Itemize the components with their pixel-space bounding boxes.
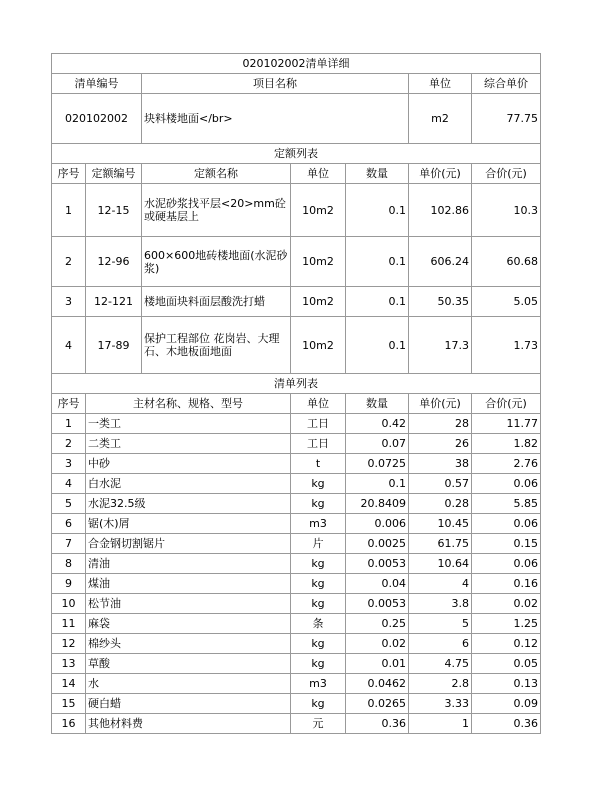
quota-name: 水泥砂浆找平层<20>mm砼或硬基层上 xyxy=(142,184,291,237)
quota-no: 2 xyxy=(52,237,86,287)
quota-code: 12-15 xyxy=(86,184,142,237)
material-name: 白水泥 xyxy=(86,474,291,494)
material-qty: 20.8409 xyxy=(346,494,409,514)
material-no: 12 xyxy=(52,634,86,654)
material-no: 11 xyxy=(52,614,86,634)
material-row xyxy=(52,574,541,594)
material-total: 0.06 xyxy=(472,474,541,494)
material-total: 0.36 xyxy=(472,714,541,734)
quota-header-unit: 单位 xyxy=(291,164,346,184)
material-qty: 0.04 xyxy=(346,574,409,594)
quota-row xyxy=(52,287,541,317)
material-row xyxy=(52,694,541,714)
quota-price: 606.24 xyxy=(409,237,472,287)
material-qty: 0.02 xyxy=(346,634,409,654)
quota-no: 3 xyxy=(52,287,86,317)
material-qty: 0.0025 xyxy=(346,534,409,554)
material-qty: 0.42 xyxy=(346,414,409,434)
material-name: 合金钢切割锯片 xyxy=(86,534,291,554)
material-no: 1 xyxy=(52,414,86,434)
material-qty: 0.0265 xyxy=(346,694,409,714)
material-total: 0.06 xyxy=(472,514,541,534)
material-qty: 0.006 xyxy=(346,514,409,534)
quota-total: 5.05 xyxy=(472,287,541,317)
quota-header-price: 单价(元) xyxy=(409,164,472,184)
material-name: 其他材料费 xyxy=(86,714,291,734)
material-row xyxy=(52,474,541,494)
material-name: 二类工 xyxy=(86,434,291,454)
quota-code: 12-121 xyxy=(86,287,142,317)
material-total: 0.16 xyxy=(472,574,541,594)
material-no: 4 xyxy=(52,474,86,494)
material-total: 2.76 xyxy=(472,454,541,474)
material-qty: 0.0053 xyxy=(346,594,409,614)
material-total: 1.82 xyxy=(472,434,541,454)
material-no: 5 xyxy=(52,494,86,514)
quota-row xyxy=(52,184,541,237)
material-unit: kg xyxy=(291,594,346,614)
material-unit: m3 xyxy=(291,674,346,694)
material-header-name: 主材名称、规格、型号 xyxy=(86,394,291,414)
material-unit: kg xyxy=(291,554,346,574)
quota-header-row xyxy=(52,164,541,184)
quota-row xyxy=(52,317,541,374)
material-name: 锯(木)屑 xyxy=(86,514,291,534)
material-name: 中砂 xyxy=(86,454,291,474)
material-header-price: 单价(元) xyxy=(409,394,472,414)
quota-price: 50.35 xyxy=(409,287,472,317)
quota-total: 60.68 xyxy=(472,237,541,287)
header-item-name: 项目名称 xyxy=(142,74,409,94)
material-no: 13 xyxy=(52,654,86,674)
item-price: 77.75 xyxy=(472,94,541,144)
material-unit: 工日 xyxy=(291,414,346,434)
quota-price: 17.3 xyxy=(409,317,472,374)
material-row xyxy=(52,674,541,694)
material-total: 0.09 xyxy=(472,694,541,714)
material-qty: 0.36 xyxy=(346,714,409,734)
material-name: 煤油 xyxy=(86,574,291,594)
quota-total: 1.73 xyxy=(472,317,541,374)
quota-code: 12-96 xyxy=(86,237,142,287)
material-total: 5.85 xyxy=(472,494,541,514)
quota-header-qty: 数量 xyxy=(346,164,409,184)
item-unit: m2 xyxy=(409,94,472,144)
material-name: 硬白蜡 xyxy=(86,694,291,714)
material-price: 10.64 xyxy=(409,554,472,574)
material-no: 3 xyxy=(52,454,86,474)
quota-unit: 10m2 xyxy=(291,287,346,317)
material-unit: t xyxy=(291,454,346,474)
quota-name: 600×600地砖楼地面(水泥砂浆) xyxy=(142,237,291,287)
material-no: 2 xyxy=(52,434,86,454)
material-price: 61.75 xyxy=(409,534,472,554)
quota-name: 楼地面块料面层酸洗打蜡 xyxy=(142,287,291,317)
material-qty: 0.0053 xyxy=(346,554,409,574)
quota-qty: 0.1 xyxy=(346,317,409,374)
material-price: 6 xyxy=(409,634,472,654)
material-unit: kg xyxy=(291,694,346,714)
material-unit: kg xyxy=(291,494,346,514)
header-unit: 单位 xyxy=(409,74,472,94)
material-total: 0.05 xyxy=(472,654,541,674)
material-unit: kg xyxy=(291,474,346,494)
material-name: 草酸 xyxy=(86,654,291,674)
material-row xyxy=(52,534,541,554)
material-total: 0.02 xyxy=(472,594,541,614)
quota-no: 4 xyxy=(52,317,86,374)
material-name: 一类工 xyxy=(86,414,291,434)
header-composite-price: 综合单价 xyxy=(472,74,541,94)
material-unit: 片 xyxy=(291,534,346,554)
quota-header-code: 定额编号 xyxy=(86,164,142,184)
material-price: 4 xyxy=(409,574,472,594)
table-title: 020102002清单详细 xyxy=(52,54,541,74)
material-header-row xyxy=(52,394,541,414)
material-unit: 元 xyxy=(291,714,346,734)
material-name: 棉纱头 xyxy=(86,634,291,654)
material-price: 38 xyxy=(409,454,472,474)
material-price: 28 xyxy=(409,414,472,434)
material-row xyxy=(52,434,541,454)
material-unit: 条 xyxy=(291,614,346,634)
material-no: 16 xyxy=(52,714,86,734)
material-price: 0.57 xyxy=(409,474,472,494)
quota-unit: 10m2 xyxy=(291,237,346,287)
material-total: 0.15 xyxy=(472,534,541,554)
material-no: 8 xyxy=(52,554,86,574)
material-header-qty: 数量 xyxy=(346,394,409,414)
quota-header-name: 定额名称 xyxy=(142,164,291,184)
quota-qty: 0.1 xyxy=(346,287,409,317)
material-unit: kg xyxy=(291,634,346,654)
material-unit: kg xyxy=(291,654,346,674)
material-price: 3.8 xyxy=(409,594,472,614)
material-total: 1.25 xyxy=(472,614,541,634)
material-qty: 0.0725 xyxy=(346,454,409,474)
header-bill-code: 清单编号 xyxy=(52,74,142,94)
material-row xyxy=(52,634,541,654)
item-name: 块料楼地面</br> xyxy=(142,94,409,144)
material-qty: 0.07 xyxy=(346,434,409,454)
material-header-unit: 单位 xyxy=(291,394,346,414)
material-name: 麻袋 xyxy=(86,614,291,634)
material-unit: kg xyxy=(291,574,346,594)
material-qty: 0.0462 xyxy=(346,674,409,694)
material-unit: 工日 xyxy=(291,434,346,454)
material-total: 0.06 xyxy=(472,554,541,574)
material-price: 26 xyxy=(409,434,472,454)
material-unit: m3 xyxy=(291,514,346,534)
material-section-title: 清单列表 xyxy=(52,374,541,394)
material-qty: 0.1 xyxy=(346,474,409,494)
quota-name: 保护工程部位 花岗岩、大理石、木地板面地面 xyxy=(142,317,291,374)
material-row xyxy=(52,554,541,574)
bill-detail-table xyxy=(51,53,541,734)
material-total: 0.12 xyxy=(472,634,541,654)
quota-section-title: 定额列表 xyxy=(52,144,541,164)
quota-price: 102.86 xyxy=(409,184,472,237)
quota-qty: 0.1 xyxy=(346,184,409,237)
material-name: 水泥32.5级 xyxy=(86,494,291,514)
material-qty: 0.25 xyxy=(346,614,409,634)
material-price: 4.75 xyxy=(409,654,472,674)
material-no: 14 xyxy=(52,674,86,694)
quota-qty: 0.1 xyxy=(346,237,409,287)
material-row xyxy=(52,714,541,734)
material-header-no: 序号 xyxy=(52,394,86,414)
quota-header-no: 序号 xyxy=(52,164,86,184)
item-code: 020102002 xyxy=(52,94,142,144)
material-price: 10.45 xyxy=(409,514,472,534)
material-total: 11.77 xyxy=(472,414,541,434)
material-price: 5 xyxy=(409,614,472,634)
material-row xyxy=(52,514,541,534)
quota-unit: 10m2 xyxy=(291,184,346,237)
material-no: 7 xyxy=(52,534,86,554)
material-price: 0.28 xyxy=(409,494,472,514)
material-no: 10 xyxy=(52,594,86,614)
quota-no: 1 xyxy=(52,184,86,237)
material-price: 3.33 xyxy=(409,694,472,714)
material-qty: 0.01 xyxy=(346,654,409,674)
material-name: 水 xyxy=(86,674,291,694)
material-total: 0.13 xyxy=(472,674,541,694)
quota-header-total: 合价(元) xyxy=(472,164,541,184)
material-row xyxy=(52,614,541,634)
material-row xyxy=(52,654,541,674)
material-no: 9 xyxy=(52,574,86,594)
material-price: 1 xyxy=(409,714,472,734)
material-no: 15 xyxy=(52,694,86,714)
material-row xyxy=(52,454,541,474)
material-name: 清油 xyxy=(86,554,291,574)
material-no: 6 xyxy=(52,514,86,534)
material-header-total: 合价(元) xyxy=(472,394,541,414)
material-row xyxy=(52,594,541,614)
material-price: 2.8 xyxy=(409,674,472,694)
quota-row xyxy=(52,237,541,287)
material-name: 松节油 xyxy=(86,594,291,614)
material-row xyxy=(52,414,541,434)
quota-code: 17-89 xyxy=(86,317,142,374)
quota-unit: 10m2 xyxy=(291,317,346,374)
quota-total: 10.3 xyxy=(472,184,541,237)
material-row xyxy=(52,494,541,514)
